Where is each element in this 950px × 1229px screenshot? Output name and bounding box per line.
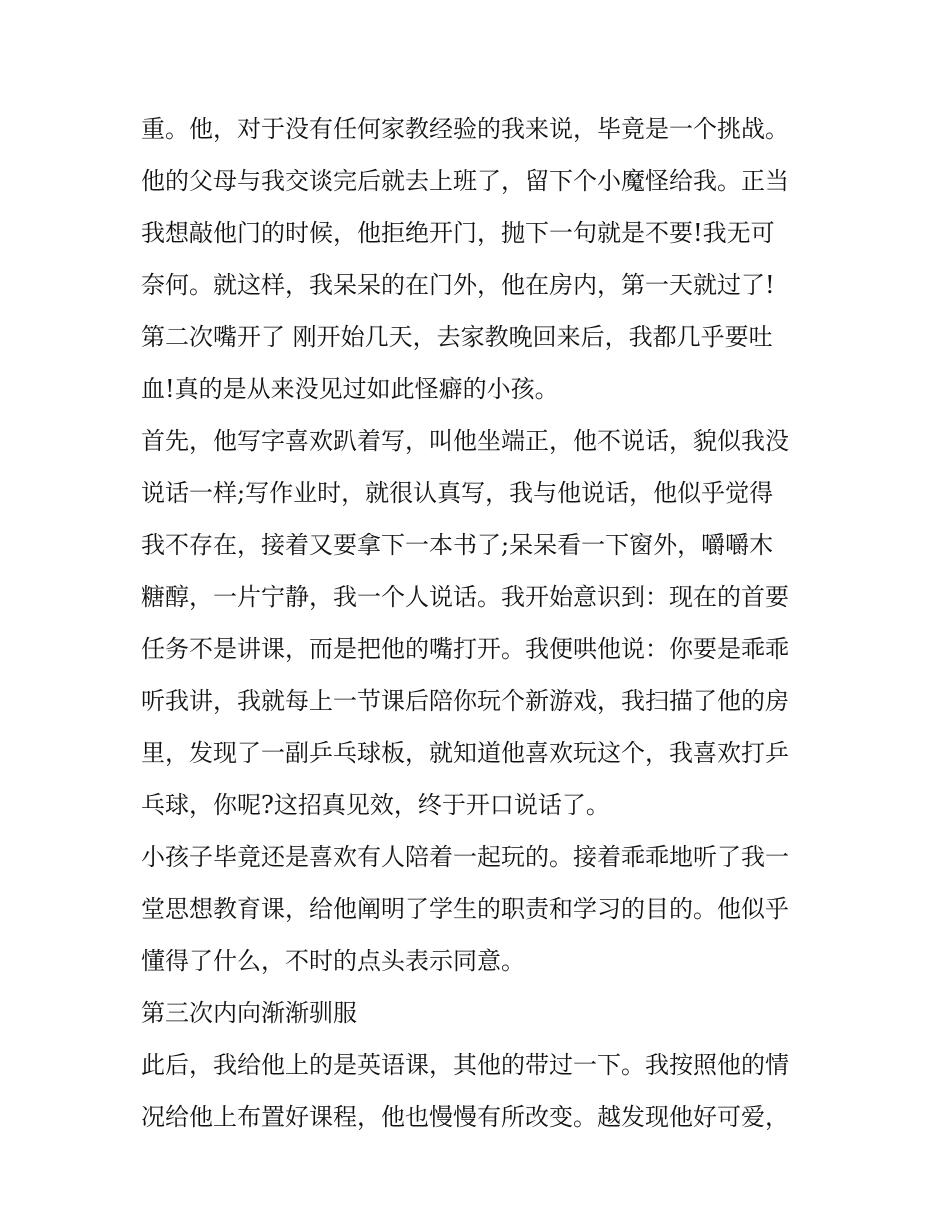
text-line-2: 他的父母与我交谈完后就去上班了，留下个小魔怪给我。正当 <box>141 167 789 195</box>
text-line-5: 第二次嘴开了 刚开始几天，去家教晚回来后，我都几乎要吐 <box>141 323 773 351</box>
text-line-14: 乓球，你呢?这招真见效，终于开口说话了。 <box>141 791 610 819</box>
text-line-11: 任务不是讲课，而是把他的嘴打开。我便哄他说：你要是乖乖 <box>141 635 789 663</box>
text-line-10: 糖醇，一片宁静，我一个人说话。我开始意识到：现在的首要 <box>141 583 789 611</box>
text-line-20: 况给他上布置好课程，他也慢慢有所改变。越发现他好可爱， <box>141 1103 789 1131</box>
text-line-12: 听我讲，我就每上一节课后陪你玩个新游戏，我扫描了他的房 <box>141 687 789 715</box>
text-line-15: 小孩子毕竟还是喜欢有人陪着一起玩的。接着乖乖地听了我一 <box>141 843 789 871</box>
text-line-19: 此后，我给他上的是英语课，其他的带过一下。我按照他的情 <box>141 1051 789 1079</box>
text-line-7: 首先，他写字喜欢趴着写，叫他坐端正，他不说话，貌似我没 <box>141 427 789 455</box>
text-line-9: 我不存在，接着又要拿下一本书了;呆呆看一下窗外，嚼嚼木 <box>141 531 774 559</box>
section-heading: 第三次内向渐渐驯服 <box>141 999 357 1027</box>
text-line-1: 重。他，对于没有任何家教经验的我来说，毕竟是一个挑战。 <box>141 115 789 143</box>
text-line-8: 说话一样;写作业时，就很认真写，我与他说话，他似乎觉得 <box>141 479 774 507</box>
text-line-4: 奈何。就这样，我呆呆的在门外，他在房内，第一天就过了! <box>141 271 775 299</box>
text-line-6: 血!真的是从来没见过如此怪癖的小孩。 <box>141 375 559 403</box>
text-line-3: 我想敲他门的时候，他拒绝开门，抛下一句就是不要!我无可 <box>141 219 775 247</box>
text-line-16: 堂思想教育课，给他阐明了学生的职责和学习的目的。他似乎 <box>141 895 789 923</box>
text-line-17: 懂得了什么，不时的点头表示同意。 <box>141 947 525 975</box>
text-line-13: 里，发现了一副乒乓球板，就知道他喜欢玩这个，我喜欢打乒 <box>141 739 789 767</box>
